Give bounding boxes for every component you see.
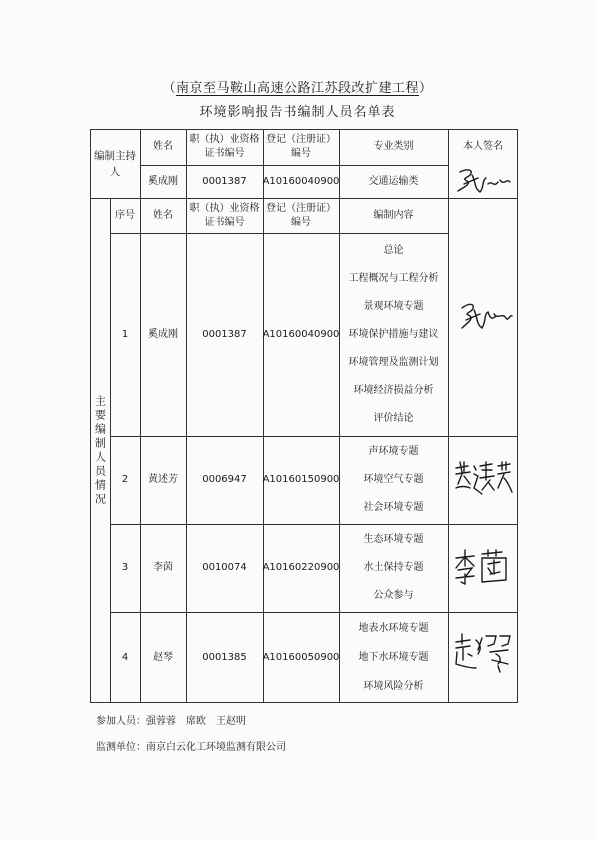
row-index: 3 — [121, 562, 129, 573]
staff-label — [90, 198, 110, 703]
row-reg-no: A10160220900 — [262, 562, 340, 573]
row-index: 2 — [121, 474, 129, 485]
content-item: 环境空气专题 — [363, 474, 424, 485]
content-item: 社会环境专题 — [363, 502, 424, 513]
row-name: 赵琴 — [153, 651, 173, 663]
signature-image — [452, 166, 514, 197]
staff-label-text: 主要编制人员情况 — [93, 394, 107, 507]
row-name: 黄述芳 — [148, 474, 178, 485]
staff-header-index: 序号 — [115, 209, 135, 221]
content-item: 环境保护措施与建议 — [348, 329, 439, 340]
staff-header-reg: 登记（注册证）编号 — [266, 202, 336, 228]
host-header-reg: 登记（注册证）编号 — [266, 134, 336, 159]
project-title — [0, 77, 595, 96]
content-item: 环境风险分析 — [363, 680, 424, 692]
host-label: 编制主持人 — [94, 149, 136, 178]
row-cert-no: 0010074 — [202, 562, 247, 573]
row-content — [339, 614, 448, 701]
row-name: 奚成刚 — [148, 328, 178, 340]
content-item: 评价结论 — [373, 413, 414, 424]
monitor-line — [96, 738, 286, 753]
content-item: 公众参与 — [373, 590, 414, 601]
table-title: 环境影响报告书编制人员名单表 — [199, 105, 396, 120]
host-header-name: 姓名 — [153, 141, 173, 152]
row-content — [339, 438, 448, 522]
content-item: 声环境专题 — [368, 446, 419, 457]
host-name: 奚成刚 — [148, 175, 178, 187]
signature-image — [452, 458, 514, 502]
signature-image — [452, 630, 514, 676]
content-item: 环境经济损益分析 — [353, 385, 434, 396]
row-reg-no: A10160150900 — [262, 474, 340, 485]
content-item: 景观环境专题 — [363, 301, 424, 312]
row-name: 李茵 — [153, 562, 173, 573]
monitor-label: 监测单位： — [96, 742, 146, 753]
host-header-cert: 职（执）业资格证书编号 — [189, 134, 260, 159]
signature-image — [456, 296, 514, 336]
content-item: 生态环境专题 — [363, 534, 424, 545]
staff-header-cert: 职（执）业资格证书编号 — [189, 202, 260, 228]
row-cert-no: 0001387 — [202, 328, 247, 340]
participants-line — [96, 712, 246, 727]
row-cert-no: 0006947 — [202, 474, 247, 485]
participants-label: 参加人员： — [96, 716, 146, 727]
grid-line — [448, 129, 449, 703]
row-content — [339, 526, 448, 610]
staff-header-name: 姓名 — [153, 209, 173, 221]
monitor-unit: 南京白云化工环境监测有限公司 — [146, 742, 286, 753]
host-header-category: 专业类别 — [373, 141, 414, 152]
row-index: 4 — [121, 651, 129, 663]
content-item: 地下水环境专题 — [358, 651, 429, 663]
host-reg-no: A10160040900 — [262, 175, 340, 187]
row-reg-no: A10160040900 — [262, 328, 340, 340]
content-item: 总论 — [383, 245, 404, 256]
host-category: 交通运输类 — [368, 175, 419, 187]
content-item: 环境管理及监测计划 — [348, 357, 439, 368]
title-open-paren: （ — [162, 81, 176, 96]
content-item: 水土保持专题 — [363, 562, 424, 573]
row-content — [339, 237, 448, 433]
content-item: 工程概况与工程分析 — [348, 273, 439, 284]
signature-image — [452, 546, 512, 588]
host-cert-no: 0001387 — [202, 175, 247, 187]
content-item: 地表水环境专题 — [358, 622, 429, 634]
row-index: 1 — [121, 328, 129, 340]
participants-names: 强蓉蓉 席欧 王赵明 — [146, 716, 246, 727]
title-close-paren: ） — [419, 81, 433, 96]
host-header-signature: 本人签名 — [463, 141, 503, 152]
project-title-text: 南京至马鞍山高速公路江苏段改扩建工程 — [175, 81, 419, 96]
row-reg-no: A10160050900 — [262, 651, 340, 663]
staff-header-content: 编制内容 — [373, 209, 414, 221]
row-cert-no: 0001385 — [202, 651, 247, 663]
